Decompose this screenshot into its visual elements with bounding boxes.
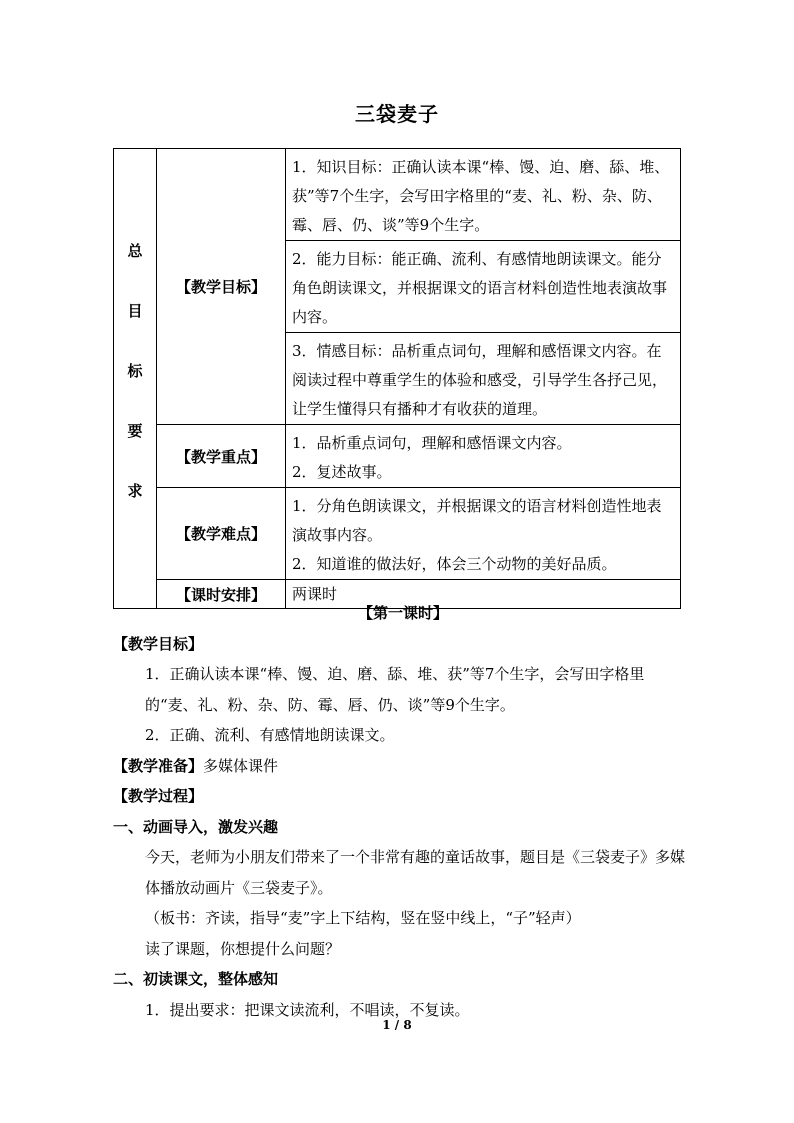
row-label-schedule: 【课时安排】 (157, 580, 286, 609)
prep-line (113, 751, 693, 782)
objective-emotion: 3．情感目标：品析重点词句，理解和感悟课文内容。在阅读过程中尊重学生的体验和感受，引导学生各抒己见，让学生懂得只有播种才有收获的道理。 (286, 333, 681, 425)
paragraph: （板书：齐读，指导“麦”字上下结构，竖在竖中线上，“子”轻声） (145, 909, 581, 927)
goal-1: 1．正确认读本课“棒、馒、迫、磨、舔、堆、获”等7个生字，会写田字格里的“麦、礼、粉、杂、防、霉、唇、仍、谈”等9个生字。 (145, 665, 645, 714)
table-row (114, 149, 681, 241)
lesson-body (113, 598, 693, 1025)
schedule-cell: 两课时 (286, 580, 681, 609)
side-label: 总 目 标 要 求 (127, 241, 143, 500)
paragraph: 今天，老师为小朋友们带来了一个非常有趣的童话故事，题目是《三袋麦子》多媒体播放动画片《三袋麦子》。 (145, 848, 686, 897)
side-label-cell (114, 149, 157, 609)
lesson-heading: 【第一课时】 (357, 604, 448, 622)
row-label-key-points: 【教学重点】 (157, 425, 286, 488)
objective-ability: 2．能力目标：能正确、流利、有感情地朗读课文。能分角色朗读课文，并根据课文的语言材料创造性地表演故事内容。 (286, 241, 681, 333)
process-heading: 【教学过程】 (113, 787, 204, 805)
paragraph: 1．提出要求：把课文读流利，不唱读，不复读。 (145, 1000, 470, 1019)
goal-2: 2．正确、流利、有感情地朗读课文。 (145, 726, 395, 744)
page-number: 1 / 8 (382, 1018, 412, 1032)
page-title: 三袋麦子 (355, 102, 439, 126)
prep-heading: 【教学准备】 (113, 756, 204, 775)
difficulties-cell: 1．分角色朗读课文，并根据课文的语言材料创造性地表演故事内容。 2．知道谁的做法好，体会三个动物的美好品质。 (286, 488, 681, 580)
goals-table (113, 148, 681, 609)
table-row (114, 425, 681, 488)
goals-heading: 【教学目标】 (113, 634, 204, 653)
section-1-heading: 一、动画导入，激发兴趣 (113, 817, 279, 836)
objective-knowledge: 1．知识目标：正确认读本课“棒、馒、迫、磨、舔、堆、获”等7个生字，会写田字格里的“麦、礼、粉、杂、防、霉、唇、仍、谈”等9个生字。 (286, 149, 681, 241)
section-2-heading: 二、初读课文，整体感知 (113, 970, 279, 988)
row-label-difficulties: 【教学难点】 (157, 488, 286, 580)
table-row (114, 488, 681, 580)
paragraph: 读了课题，你想提什么问题？ (145, 939, 341, 958)
row-label-objectives: 【教学目标】 (157, 149, 286, 425)
prep-text: 多媒体课件 (203, 756, 279, 775)
key-points-cell: 1．品析重点词句，理解和感悟课文内容。 2．复述故事。 (286, 425, 681, 488)
